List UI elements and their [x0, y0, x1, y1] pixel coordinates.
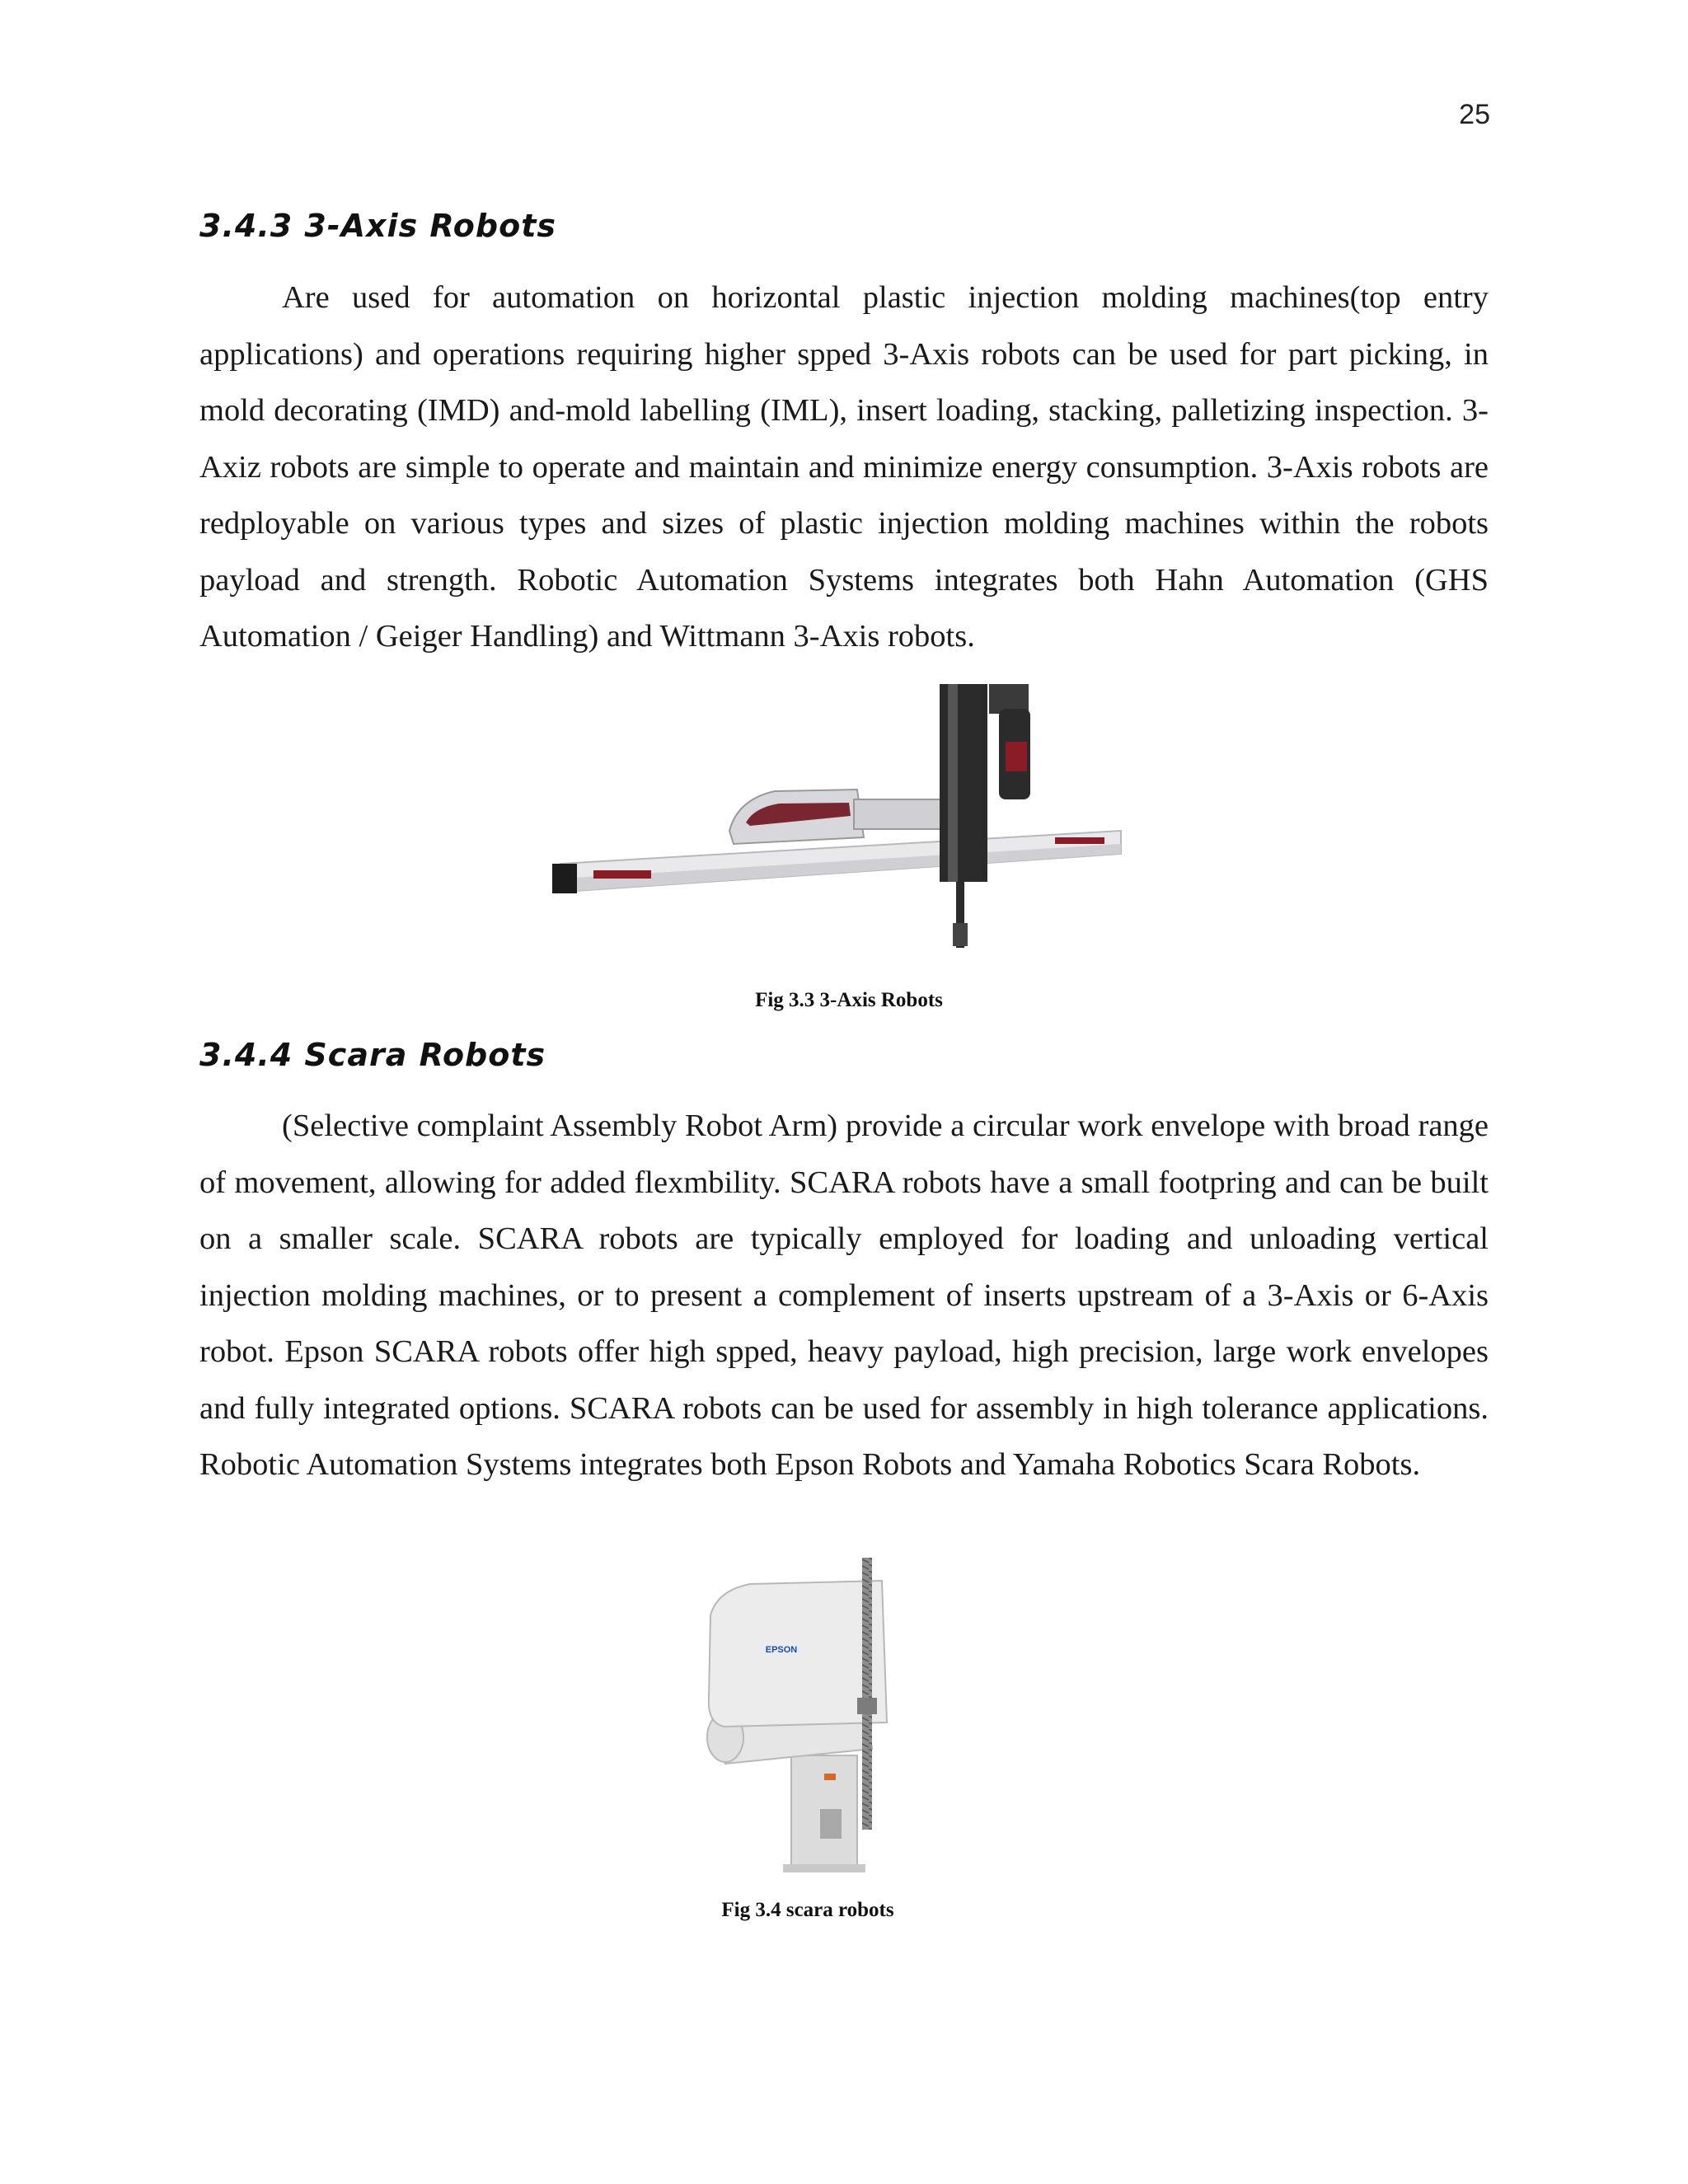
page-number: 25 — [1459, 99, 1490, 130]
section-heading-3-axis: 3.4.3 3-Axis Robots — [199, 208, 556, 244]
scara-base — [783, 1755, 865, 1872]
gantry-beam — [552, 831, 1121, 893]
vertical-arm — [940, 684, 1030, 948]
paragraph-3-axis: Are used for automation on horizontal plastic injection molding machines(top entry applications) and operations requiring higher spped 3-Axis robots can be used for part picking, in mold decorating (IMD) and-mold labelling (IML), insert loading, stacking, palletizing inspection. 3-Axiz robots are simple to operate and maintain and minimize energy consumption. 3-Axis robots are redployable on various types and sizes of plastic injection molding machines within the robots payload and strength. Robotic Automation Systems integrates both Hahn Automation (GHS Automation / Geiger Handling) and Wittmann 3-Axis robots. — [199, 280, 1489, 654]
section-heading-scara: 3.4.4 Scara Robots — [199, 1037, 546, 1073]
carriage — [729, 790, 961, 844]
scara-robot-image — [701, 1558, 898, 1879]
scara-brand-label: EPSON — [765, 1645, 798, 1655]
figure-caption-3-4: Fig 3.4 scara robots — [721, 1899, 894, 1921]
three-axis-robot-image — [544, 676, 1129, 956]
paragraph-scara: (Selective complaint Assembly Robot Arm) provide a circular work envelope with broad range of movement, allowing for added flexmbility. SCARA robots have a small footpring and can be built on a smaller scale. SCARA robots are typically employed for loading and unloading vertical injection molding machines, or to present a complement of inserts upstream of a 3-Axis or 6-Axis robot. Epson SCARA robots offer high spped, heavy payload, high precision, large work envelopes and fully integrated options. SCARA robots can be used for assembly in high tolerance applications. Robotic Automation Systems integrates both Epson Robots and Yamaha Robotics Scara Robots. — [199, 1108, 1489, 1482]
figure-caption-3-3: Fig 3.3 3-Axis Robots — [755, 989, 943, 1011]
